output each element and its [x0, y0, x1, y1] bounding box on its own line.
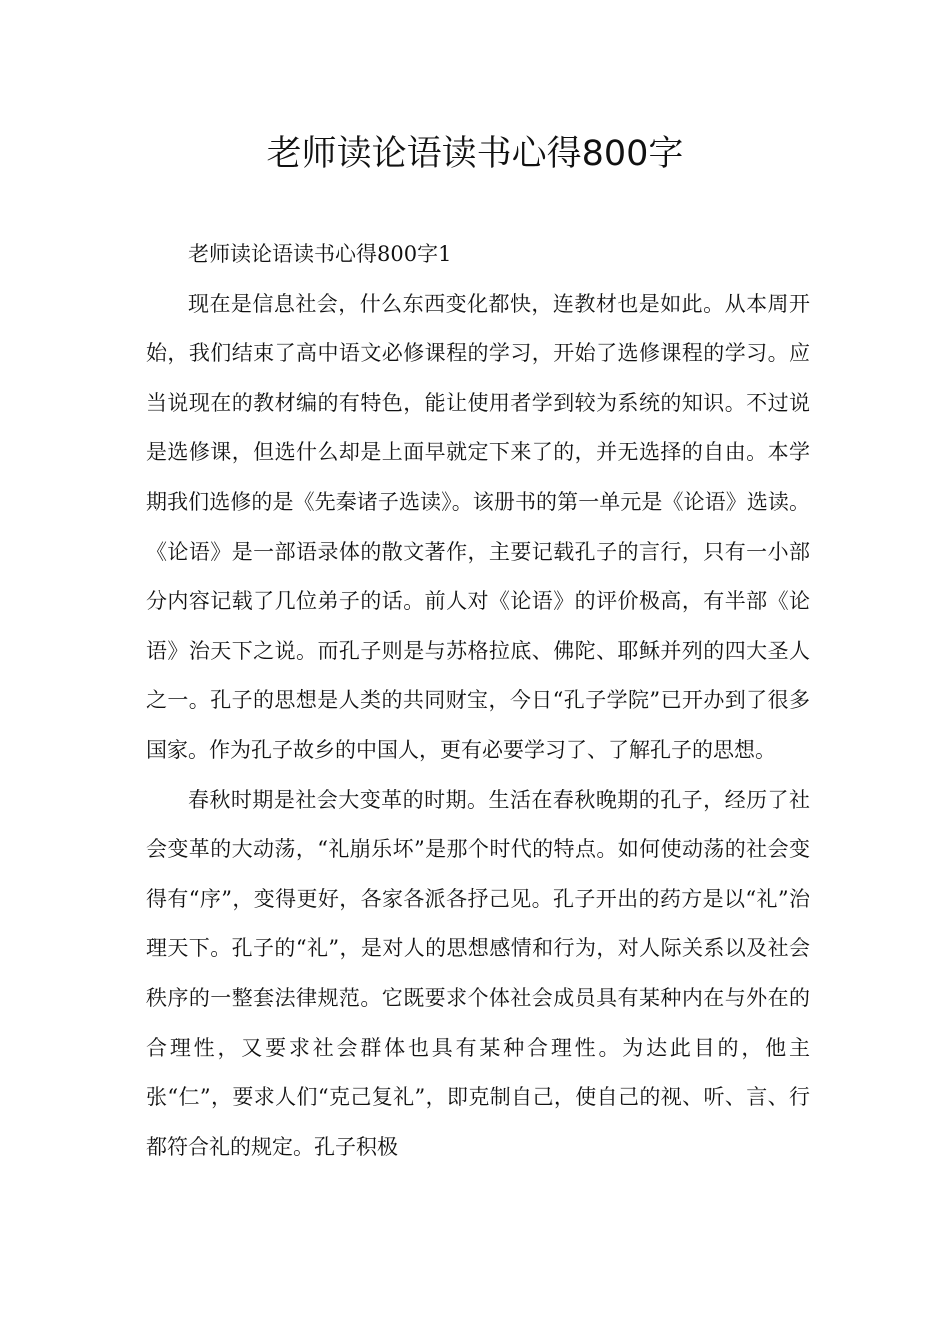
body-paragraph: 现在是信息社会，什么东西变化都快，连教材也是如此。从本周开始，我们结束了高中语文必修课程的学习，开始了选修课程的学习。应当说现在的教材编的有特色，能让使用者学到较为系统的知识。不过说是选修课，但选什么却是上面早就定下来了的，并无选择的自由。本学期我们选修的是《先秦诸子选读》。该册书的第一单元是《论语》选读。《论语》是一部语录体的散文著作，主要记载孔子的言行，只有一小部分内容记载了几位弟子的话。前人对《论语》的评价极高，有半部《论语》治天下之说。而孔子则是与苏格拉底、佛陀、耶稣并列的四大圣人之一。孔子的思想是人类的共同财宝，今日“孔子学院”已开办到了很多国家。作为孔子故乡的中国人，更有必要学习了、了解孔子的思想。 [146, 291, 810, 762]
document-body [146, 230, 810, 1172]
body-paragraph: 春秋时期是社会大变革的时期。生活在春秋晚期的孔子，经历了社会变革的大动荡，“礼崩乐坏”是那个时代的特点。如何使动荡的社会变得有“序”，变得更好，各家各派各抒己见。孔子开出的药方是以“礼”治理天下。孔子的“礼”，是对人的思想感情和行为，对人际关系以及社会秩序的一整套法律规范。它既要求个体社会成员具有某种内在与外在的合理性，又要求社会群体也具有某种合理性。为达此目的，他主张“仁”，要求人们“克己复礼”，即克制自己，使自己的视、听、言、行都符合礼的规定。孔子积极 [146, 787, 810, 1159]
document-title: 老师读论语读书心得800字 [266, 134, 684, 174]
section-heading: 老师读论语读书心得800字1 [188, 242, 452, 266]
